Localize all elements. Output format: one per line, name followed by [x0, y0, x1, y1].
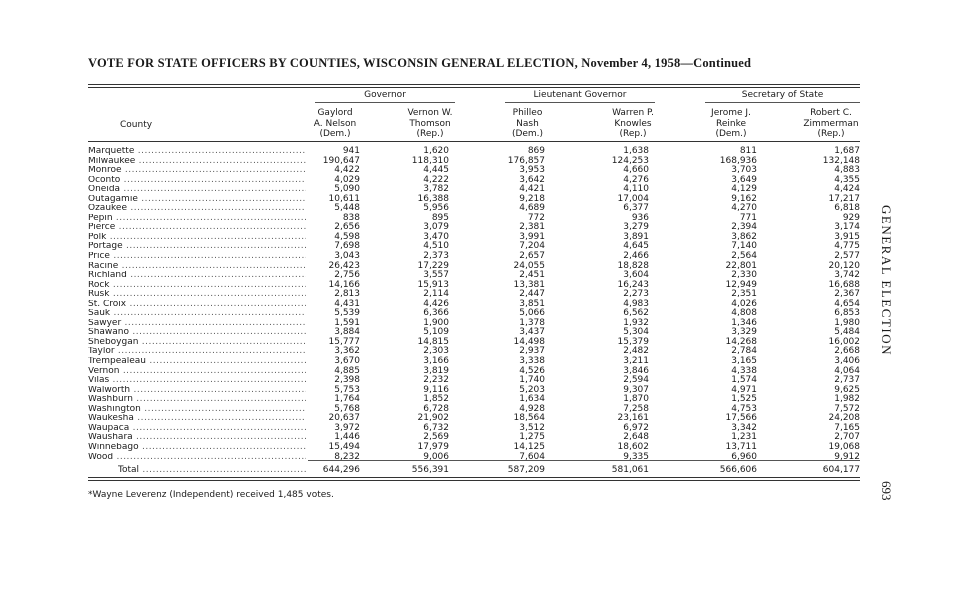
vote-cell: 4,426	[423, 298, 449, 309]
vote-cell: 18,564	[513, 413, 545, 424]
vote-cell: 6,366	[423, 308, 449, 319]
vote-cell: 24,208	[828, 413, 860, 424]
page-number: 693	[879, 481, 894, 501]
total-cell: 644,296	[322, 465, 360, 475]
county-name: Racine .....	[88, 262, 306, 272]
vote-cell: 26,423	[328, 260, 360, 271]
vote-cell: 190,647	[322, 155, 360, 166]
vote-cell: 1,620	[423, 146, 449, 156]
vote-cell: 3,166	[423, 356, 449, 367]
county-name: Taylor .....	[88, 347, 306, 357]
candidate-header-reinke: Jerome J. Reinke (Dem.)	[711, 108, 751, 139]
vote-cell: 7,140	[731, 241, 757, 252]
county-name: St. Croix .....	[88, 300, 306, 310]
county-name: Trempealeau .....	[88, 357, 306, 367]
running-side-heading: GENERAL ELECTION	[879, 205, 894, 356]
group-header-governor: Governor	[364, 90, 406, 100]
vote-cell: 2,447	[519, 289, 545, 300]
vote-cell: 3,279	[623, 222, 649, 233]
vote-cell: 7,165	[834, 422, 860, 433]
vote-cell: 2,482	[623, 346, 649, 357]
vote-cell: 8,232	[334, 451, 360, 462]
county-name: Sawyer .....	[88, 319, 306, 329]
vote-cell: 941	[342, 146, 360, 156]
vote-cell: 2,594	[623, 375, 649, 386]
vote-cell: 4,883	[834, 165, 860, 176]
table-bottom-rule	[88, 477, 860, 478]
vote-cell: 5,066	[519, 308, 545, 319]
vote-cell: 2,114	[423, 289, 449, 300]
vote-cell: 3,670	[334, 356, 360, 367]
vote-cell: 14,815	[417, 336, 449, 347]
vote-cell: 5,448	[334, 203, 360, 214]
vote-cell: 16,688	[828, 279, 860, 290]
vote-cell: 5,956	[423, 203, 449, 214]
vote-cell: 3,211	[623, 356, 649, 367]
vote-cell: 1,378	[519, 317, 545, 328]
vote-cell: 9,218	[519, 193, 545, 204]
vote-cell: 2,367	[834, 289, 860, 300]
vote-cell: 4,775	[834, 241, 860, 252]
total-cell: 581,061	[611, 465, 649, 475]
vote-cell: 3,703	[731, 165, 757, 176]
vote-cell: 15,913	[417, 279, 449, 290]
group-rule-governor	[315, 102, 455, 103]
vote-cell: 5,484	[834, 327, 860, 338]
county-name: Oneida .....	[88, 185, 306, 195]
vote-cell: 10,611	[328, 193, 360, 204]
vote-cell: 1,932	[623, 317, 649, 328]
vote-cell: 4,808	[731, 308, 757, 319]
vote-cell: 4,971	[731, 384, 757, 395]
vote-cell: 9,335	[623, 451, 649, 462]
vote-cell: 2,398	[334, 375, 360, 386]
vote-cell: 3,742	[834, 270, 860, 281]
vote-cell: 4,885	[334, 365, 360, 376]
vote-cell: 7,604	[519, 451, 545, 462]
vote-cell: 18,828	[617, 260, 649, 271]
vote-cell: 6,732	[423, 422, 449, 433]
vote-cell: 6,853	[834, 308, 860, 319]
vote-cell: 3,884	[334, 327, 360, 338]
total-row	[88, 465, 860, 476]
vote-cell: 1,852	[423, 394, 449, 405]
vote-cell: 3,851	[519, 298, 545, 309]
vote-cell: 12,949	[725, 279, 757, 290]
county-name: Waukesha .....	[88, 414, 306, 424]
vote-cell: 6,972	[623, 422, 649, 433]
county-name: Price .....	[88, 252, 306, 262]
vote-cell: 2,756	[334, 270, 360, 281]
vote-cell: 1,740	[519, 375, 545, 386]
vote-cell: 4,276	[623, 174, 649, 185]
vote-cell: 2,330	[731, 270, 757, 281]
vote-cell: 5,753	[334, 384, 360, 395]
county-name: Milwaukee .....	[88, 157, 306, 167]
vote-cell: 2,451	[519, 270, 545, 281]
vote-cell: 4,753	[731, 403, 757, 414]
vote-cell: 15,777	[328, 336, 360, 347]
vote-cell: 1,275	[519, 432, 545, 443]
header-rule	[88, 141, 860, 142]
vote-cell: 17,229	[417, 260, 449, 271]
vote-cell: 21,902	[417, 413, 449, 424]
vote-cell: 3,915	[834, 231, 860, 242]
vote-cell: 3,862	[731, 231, 757, 242]
vote-cell: 3,437	[519, 327, 545, 338]
vote-cell: 4,928	[519, 403, 545, 414]
vote-cell: 3,470	[423, 231, 449, 242]
vote-cell: 6,728	[423, 403, 449, 414]
vote-cell: 4,129	[731, 184, 757, 195]
vote-cell: 3,642	[519, 174, 545, 185]
vote-cell: 4,270	[731, 203, 757, 214]
county-name: Richland .....	[88, 271, 306, 281]
total-label: Total .....	[118, 465, 306, 476]
vote-cell: 4,424	[834, 184, 860, 195]
county-name: Sheboygan .....	[88, 338, 306, 348]
county-name: Vernon .....	[88, 367, 306, 377]
county-name: Pierce .....	[88, 223, 306, 233]
vote-cell: 4,422	[334, 165, 360, 176]
vote-cell: 22,801	[725, 260, 757, 271]
vote-cell: 3,174	[834, 222, 860, 233]
vote-cell: 15,379	[617, 336, 649, 347]
vote-cell: 14,125	[513, 441, 545, 452]
vote-cell: 9,307	[623, 384, 649, 395]
group-rule-lieutenant-governor	[505, 102, 655, 103]
vote-cell: 4,645	[623, 241, 649, 252]
vote-cell: 13,711	[725, 441, 757, 452]
vote-cell: 9,162	[731, 193, 757, 204]
total-rule	[308, 460, 860, 461]
table-top-rule-inner	[88, 87, 860, 88]
vote-cell: 2,656	[334, 222, 360, 233]
vote-cell: 18,602	[617, 441, 649, 452]
county-name: Marquette .....	[88, 147, 306, 157]
vote-cell: 7,698	[334, 241, 360, 252]
vote-cell: 895	[431, 212, 449, 223]
county-name: Monroe .....	[88, 166, 306, 176]
vote-cell: 17,217	[828, 193, 860, 204]
vote-cell: 811	[739, 146, 757, 156]
county-name: Sauk .....	[88, 309, 306, 319]
vote-cell: 4,598	[334, 231, 360, 242]
vote-cell: 3,165	[731, 356, 757, 367]
group-header-lieutenant-governor: Lieutenant Governor	[533, 90, 627, 100]
county-name: Shawano .....	[88, 328, 306, 338]
vote-cell: 176,857	[507, 155, 545, 166]
vote-cell: 1,687	[834, 146, 860, 156]
vote-cell: 5,109	[423, 327, 449, 338]
vote-cell: 2,813	[334, 289, 360, 300]
candidate-header-thomson: Vernon W. Thomson (Rep.)	[407, 108, 453, 139]
vote-cell: 5,539	[334, 308, 360, 319]
county-name: Portage .....	[88, 242, 306, 252]
page-title: VOTE FOR STATE OFFICERS BY COUNTIES, WISCONSIN GENERAL ELECTION, November 4, 1958—Continued	[88, 56, 752, 70]
vote-cell: 4,983	[623, 298, 649, 309]
county-name: Washington .....	[88, 405, 306, 415]
vote-cell: 16,243	[617, 279, 649, 290]
vote-cell: 772	[527, 212, 545, 223]
vote-cell: 5,203	[519, 384, 545, 395]
vote-cell: 4,029	[334, 174, 360, 185]
vote-cell: 771	[739, 212, 757, 223]
total-cell: 604,177	[822, 465, 860, 475]
vote-cell: 5,304	[623, 327, 649, 338]
candidate-header-nash: Philleo Nash (Dem.)	[511, 108, 544, 139]
vote-cell: 17,979	[417, 441, 449, 452]
vote-cell: 3,079	[423, 222, 449, 233]
vote-cell: 3,891	[623, 231, 649, 242]
vote-cell: 6,377	[623, 203, 649, 214]
total-cell: 566,606	[719, 465, 757, 475]
table-top-rule	[88, 84, 860, 85]
total-cell: 556,391	[411, 465, 449, 475]
vote-cell: 3,649	[731, 174, 757, 185]
county-name: Waupaca .....	[88, 424, 306, 434]
vote-cell: 2,657	[519, 251, 545, 262]
county-name: Wood .....	[88, 453, 306, 463]
total-cell: 587,209	[507, 465, 545, 475]
vote-cell: 13,381	[513, 279, 545, 290]
county-name: Winnebago .....	[88, 443, 306, 453]
vote-cell: 4,110	[623, 184, 649, 195]
vote-cell: 2,648	[623, 432, 649, 443]
group-header-secretary-of-state: Secretary of State	[741, 90, 824, 100]
vote-cell: 2,737	[834, 375, 860, 386]
county-name: Polk .....	[88, 233, 306, 243]
vote-cell: 23,161	[617, 413, 649, 424]
vote-cell: 2,577	[834, 251, 860, 262]
vote-cell: 838	[342, 212, 360, 223]
county-name: Walworth .....	[88, 386, 306, 396]
vote-cell: 1,346	[731, 317, 757, 328]
vote-cell: 1,900	[423, 317, 449, 328]
vote-cell: 1,231	[731, 432, 757, 443]
county-column-header: County	[120, 120, 153, 130]
vote-cell: 4,026	[731, 298, 757, 309]
vote-cell: 4,421	[519, 184, 545, 195]
vote-cell: 3,512	[519, 422, 545, 433]
county-rows	[88, 147, 860, 462]
vote-cell: 3,362	[334, 346, 360, 357]
vote-cell: 3,557	[423, 270, 449, 281]
vote-cell: 6,818	[834, 203, 860, 214]
vote-cell: 1,870	[623, 394, 649, 405]
vote-cell: 4,689	[519, 203, 545, 214]
vote-cell: 6,562	[623, 308, 649, 319]
vote-cell: 3,953	[519, 165, 545, 176]
county-name: Rusk .....	[88, 290, 306, 300]
vote-cell: 2,351	[731, 289, 757, 300]
vote-cell: 3,338	[519, 356, 545, 367]
vote-cell: 1,525	[731, 394, 757, 405]
county-name: Washburn .....	[88, 395, 306, 405]
vote-cell: 7,572	[834, 403, 860, 414]
vote-cell: 3,043	[334, 251, 360, 262]
vote-cell: 7,258	[623, 403, 649, 414]
vote-cell: 1,446	[334, 432, 360, 443]
vote-cell: 3,406	[834, 356, 860, 367]
vote-cell: 1,980	[834, 317, 860, 328]
county-name: Ozaukee .....	[88, 204, 306, 214]
vote-cell: 4,355	[834, 174, 860, 185]
candidate-header-nelson: Gaylord A. Nelson (Dem.)	[313, 108, 357, 139]
vote-cell: 20,637	[328, 413, 360, 424]
vote-cell: 1,634	[519, 394, 545, 405]
vote-cell: 4,660	[623, 165, 649, 176]
vote-cell: 9,116	[423, 384, 449, 395]
vote-cell: 4,510	[423, 241, 449, 252]
vote-cell: 2,466	[623, 251, 649, 262]
vote-cell: 4,338	[731, 365, 757, 376]
vote-cell: 3,604	[623, 270, 649, 281]
vote-cell: 9,912	[834, 451, 860, 462]
vote-cell: 132,148	[822, 155, 860, 166]
vote-cell: 2,564	[731, 251, 757, 262]
vote-cell: 168,936	[719, 155, 757, 166]
vote-cell: 4,064	[834, 365, 860, 376]
vote-cell: 14,166	[328, 279, 360, 290]
vote-cell: 7,204	[519, 241, 545, 252]
county-name: Pepin .....	[88, 214, 306, 224]
county-name: Waushara .....	[88, 433, 306, 443]
vote-cell: 4,222	[423, 174, 449, 185]
vote-cell: 4,445	[423, 165, 449, 176]
vote-cell: 4,431	[334, 298, 360, 309]
county-name: Vilas .....	[88, 376, 306, 386]
vote-cell: 6,960	[731, 451, 757, 462]
vote-cell: 124,253	[611, 155, 649, 166]
vote-cell: 24,055	[513, 260, 545, 271]
vote-cell: 3,819	[423, 365, 449, 376]
table-bottom-rule-inner	[88, 480, 860, 481]
vote-cell: 4,526	[519, 365, 545, 376]
vote-cell: 3,846	[623, 365, 649, 376]
vote-cell: 118,310	[411, 155, 449, 166]
footnote: *Wayne Leverenz (Independent) received 1,485 votes.	[88, 490, 334, 500]
vote-cell: 5,090	[334, 184, 360, 195]
vote-cell: 19,068	[828, 441, 860, 452]
group-rule-secretary-of-state	[705, 102, 860, 103]
vote-cell: 2,394	[731, 222, 757, 233]
vote-cell: 2,273	[623, 289, 649, 300]
vote-cell: 4,654	[834, 298, 860, 309]
vote-cell: 3,991	[519, 231, 545, 242]
vote-cell: 16,002	[828, 336, 860, 347]
vote-cell: 9,006	[423, 451, 449, 462]
vote-cell: 15,494	[328, 441, 360, 452]
vote-cell: 1,574	[731, 375, 757, 386]
vote-cell: 14,268	[725, 336, 757, 347]
county-name: Oconto .....	[88, 176, 306, 186]
vote-cell: 14,498	[513, 336, 545, 347]
vote-cell: 1,764	[334, 394, 360, 405]
vote-cell: 2,232	[423, 375, 449, 386]
vote-cell: 929	[842, 212, 860, 223]
candidate-header-zimmerman: Robert C. Zimmerman (Rep.)	[803, 108, 859, 139]
vote-cell: 3,329	[731, 327, 757, 338]
vote-cell: 2,381	[519, 222, 545, 233]
vote-cell: 2,668	[834, 346, 860, 357]
vote-cell: 20,120	[828, 260, 860, 271]
vote-cell: 3,342	[731, 422, 757, 433]
vote-cell: 3,782	[423, 184, 449, 195]
vote-cell: 2,569	[423, 432, 449, 443]
vote-cell: 2,303	[423, 346, 449, 357]
vote-cell: 2,707	[834, 432, 860, 443]
candidate-header-knowles: Warren P. Knowles (Rep.)	[612, 108, 654, 139]
vote-cell: 1,591	[334, 317, 360, 328]
vote-cell: 5,768	[334, 403, 360, 414]
vote-cell: 1,638	[623, 146, 649, 156]
county-name: Outagamie .....	[88, 195, 306, 205]
vote-cell: 1,982	[834, 394, 860, 405]
vote-cell: 16,388	[417, 193, 449, 204]
vote-cell: 17,004	[617, 193, 649, 204]
vote-cell: 2,937	[519, 346, 545, 357]
vote-cell: 2,784	[731, 346, 757, 357]
vote-cell: 869	[527, 146, 545, 156]
vote-cell: 936	[631, 212, 649, 223]
vote-cell: 2,373	[423, 251, 449, 262]
vote-cell: 9,625	[834, 384, 860, 395]
county-name: Rock .....	[88, 281, 306, 291]
vote-cell: 3,972	[334, 422, 360, 433]
vote-cell: 17,566	[725, 413, 757, 424]
